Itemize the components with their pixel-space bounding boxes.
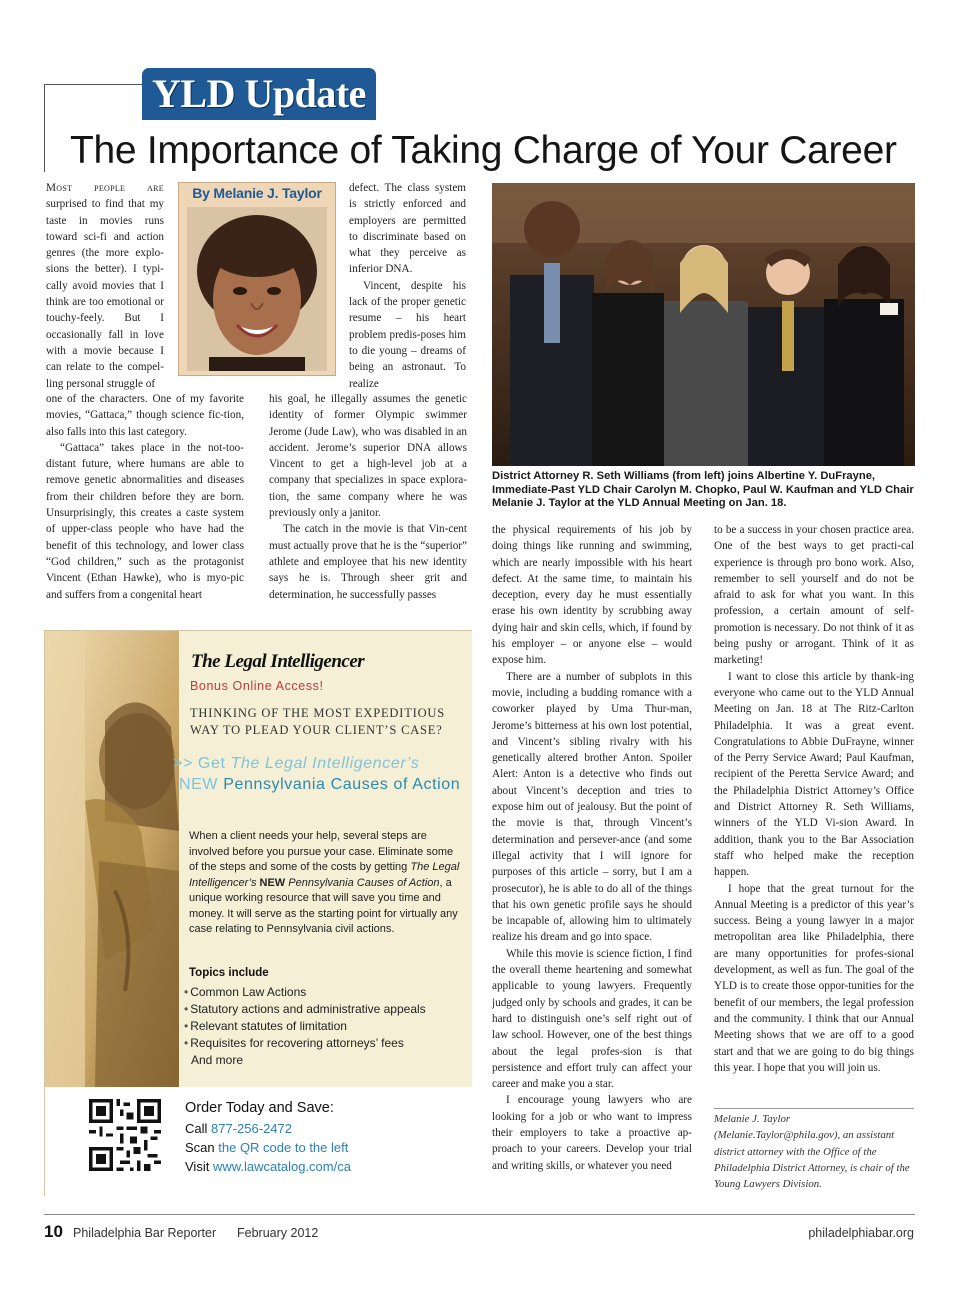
photo-caption: District Attorney R. Seth Williams (from left) joins Albertine Y. DuFrayne, Immediate-Past YLD Chair Carolyn M. Chopko, Paul W. Kaufman and YLD Chair Melanie J. Taylor at the YLD Annual Meeting on Jan. 18. bbox=[492, 470, 914, 510]
ad-content-panel bbox=[173, 631, 472, 1087]
article-paragraph: his goal, he illegally assumes the genetic identity of former Olympic swimmer Jerome (Jude Law), who was disabled in an accident. Jerome’s superior DNA allows Vincent to get a high-level job at a company that specializes in space explora-tion, the same company where he was previously only a janitor. bbox=[269, 393, 467, 520]
article-column-3 bbox=[492, 522, 692, 1174]
article-column-2-bottom bbox=[269, 391, 467, 603]
offer-title: Pennsylvania Causes of Action bbox=[223, 776, 461, 793]
article-paragraph: I hope that the great turnout for the Annual Meeting is a predictor of this year’s success. Being a young lawyer in a major metropolitan area like Philadelphia, there are many opportunities for profes-sional development, as well as fun. The goal of the YLD is to create those oppor-tunities for the benefit of our members, the legal profession and the community. I think that our Annual Meeting shows that we are off to a good start and that we are going to do big things this year. I hope that you will join us. bbox=[714, 882, 914, 1074]
topic-item: • Relevant statutes of limitation bbox=[184, 1018, 470, 1035]
scan-instruction: the QR code to the left bbox=[218, 1140, 349, 1155]
article-column-2-top bbox=[349, 180, 466, 392]
legal-intelligencer-logo: The Legal Intelligencer bbox=[191, 651, 365, 672]
call-label: Call bbox=[185, 1121, 208, 1136]
order-info bbox=[185, 1099, 351, 1176]
article-column-4 bbox=[714, 522, 914, 1076]
publication-name: Philadelphia Bar Reporter bbox=[73, 1226, 217, 1240]
topics-list bbox=[184, 984, 470, 1069]
ad-offer-headline bbox=[173, 753, 463, 795]
article-paragraph: defect. The class system is strictly enforced and employers are permitted to discriminate based on what they perceive as inferior DNA. bbox=[349, 182, 466, 276]
order-visit-row bbox=[185, 1157, 351, 1176]
scan-label: Scan bbox=[185, 1140, 215, 1155]
article-paragraph: I encourage young lawyers who are looking for a job or who want to impress their employers to take a proactive ap-proach to your careers. Develop your trial and writing skills, or whatever you need bbox=[492, 1094, 692, 1172]
article-paragraph: There are a number of subplots in this movie, including a budding romance with a coworker played by Uma Thur-man, Jerome’s bitterness at his own lost potential, and Vincent’s sibling rivalry with his genetically altered brother Anton. Spoiler Alert: Anton is a detective who finds out about Vincent’s deception and tries to expose him out of jealousy. But the point of the movie is that, through Vincent’s determination and persever-ance (and some illegal activity that I will ignore for purposes of this article – sorry, but I am a prosecutor), he is able to do all of the things that his own genetic profile says he should be incapable of, allowing him to ultimately realize his dream and go into space. bbox=[492, 670, 692, 944]
section-badge: YLD Update bbox=[142, 68, 376, 120]
article-paragraph: the physical requirements of his job by doing things like running and swimming, which are nearly impossible with his heart defect. At the same time, to maintain his deception, every day he must essentially erase his own identity by scrubbing away dying hair and skin cells, which, if found by his employer – or anyone else – would expose him. bbox=[492, 524, 692, 667]
article-lead-in: Most people are bbox=[46, 182, 164, 194]
topics-heading: Topics include bbox=[189, 967, 269, 979]
article-column-1-top bbox=[46, 180, 164, 392]
topic-item-more: And more bbox=[191, 1053, 244, 1067]
article-paragraph: surprised to find that my taste in movies runs toward sci-fi and action genres (the more explo-sions the better). I typi-cally avoid movies that I think are too emotional or touchy-feely. But I occasionally fall in love with a movie because I can relate to the compel-ling personal struggle of bbox=[46, 198, 164, 390]
topic-item: • Common Law Actions bbox=[184, 984, 470, 1001]
ad-description bbox=[189, 829, 465, 938]
author-byline: By Melanie J. Taylor bbox=[192, 185, 322, 201]
author-portrait bbox=[187, 207, 327, 371]
topic-item: • Requisites for recovering attorneys’ fees bbox=[184, 1035, 470, 1052]
statue-thinker-image bbox=[45, 631, 179, 1087]
article-paragraph: The catch in the movie is that Vin-cent must actually prove that he is the “superior” athlete and employee that his new identity says he is. Through sheer grit and determination, he successfully passes bbox=[269, 523, 467, 601]
ad-desc-text: , a unique working resource that will save you time and money. It will serve as the starting point for virtually any case relating to Pennsylvania civil actions. bbox=[189, 876, 458, 935]
ad-desc-publication: The Legal Intelligencer’s bbox=[189, 861, 460, 889]
order-title: Order Today and Save: bbox=[185, 1100, 334, 1116]
ad-desc-new: NEW bbox=[259, 876, 286, 889]
visit-label: Visit bbox=[185, 1159, 210, 1174]
footer-rule bbox=[44, 1214, 915, 1215]
page-number: 10 bbox=[44, 1222, 63, 1241]
order-call-row bbox=[185, 1119, 351, 1138]
phone-link[interactable]: 877-256-2472 bbox=[211, 1121, 292, 1136]
order-scan-row bbox=[185, 1138, 351, 1157]
offer-new: NEW bbox=[179, 776, 219, 793]
offer-prefix: >> Get bbox=[173, 755, 226, 772]
ad-desc-title: Pennsylvania Causes of Action bbox=[288, 876, 440, 889]
article-paragraph: to be a success in your chosen practice area. One of the best ways to get practi-cal experience is through pro bono work. Also, remember to sell yourself and do not be afraid to ask for what you want. In this profession, a certain amount of self-promotion is necessary. Do not think of it as being pushy or arrogant. Think of it as marketing! bbox=[714, 524, 914, 667]
bonus-access-text: Bonus Online Access! bbox=[190, 679, 324, 693]
catalog-link[interactable]: www.lawcatalog.com/ca bbox=[212, 1159, 351, 1174]
qr-code[interactable] bbox=[89, 1099, 161, 1171]
ad-order-section bbox=[45, 1087, 472, 1196]
publication-date: February 2012 bbox=[237, 1226, 319, 1240]
website-link[interactable]: philadelphiabar.org bbox=[808, 1226, 914, 1240]
article-paragraph: “Gattaca” takes place in the not-too-distant future, where humans are able to remove genetic abnormalities and diseases from their children before they are born. Unsurprisingly, this creates a caste system of upper-class people who have had the benefit of this technology, and lower class “God children,” such as the protagonist Vincent (Ethan Hawke), who is myo-pic and suffers from a congenital heart bbox=[46, 441, 244, 601]
legal-intelligencer-ad[interactable] bbox=[44, 630, 472, 1196]
article-paragraph: While this movie is science fiction, I find the overall theme heartening and somewhat applicable to young lawyers. Frequently judged only by schools and grades, it can be hard to distinguish one’s self right out of law school. However, one of the best things about the legal profes-sion is that persistence and effort truly can affect your career and make you a star. bbox=[492, 947, 692, 1091]
author-bio: Melanie J. Taylor (Melanie.Taylor@phila.gov), an assistant district attorney with the Office of the Philadelphia District Attorney, is chair of the Young Lawyers Division. bbox=[714, 1108, 914, 1192]
article-column-1-bottom bbox=[46, 391, 244, 603]
author-box bbox=[178, 182, 336, 376]
ad-desc-text: When a client needs your help, several steps are involved before you pursue your case. Eliminate some of the steps and some of the costs by getting bbox=[189, 830, 454, 873]
ad-question: THINKING OF THE MOST EXPEDITIOUS WAY TO PLEAD YOUR CLIENT’S CASE? bbox=[190, 706, 445, 737]
article-paragraph: Vincent, despite his lack of the proper genetic resume – his heart problem predis-poses him to die young – dreams of being an astronaut. To realize bbox=[349, 279, 466, 390]
offer-publication: The Legal Intelligencer’s bbox=[230, 755, 420, 772]
article-headline: The Importance of Taking Charge of Your Career bbox=[70, 129, 897, 172]
article-paragraph: one of the characters. One of my favorite movies, “Gattaca,” though science fic-tion, also falls into this last category. bbox=[46, 393, 244, 438]
article-paragraph: I want to close this article by thank-ing everyone who came out to the YLD Annual Meeting on Jan. 18 at The Ritz-Carlton Philadelphia. It was a great event. Congratulations to Abbie DuFrayne, winner of the Perry Service Award; Paul Kaufman, recipient of the Peretta Service Award; and the Philadelphia District Attorney’s Office and District Attorney R. Seth Williams, winners of the YLD Vi-sion Award. In addition, thank you to the Bar Association staff who helped make the reception happen. bbox=[714, 670, 914, 879]
event-group-photo bbox=[492, 183, 915, 466]
topic-item: • Statutory actions and administrative appeals bbox=[184, 1001, 470, 1018]
